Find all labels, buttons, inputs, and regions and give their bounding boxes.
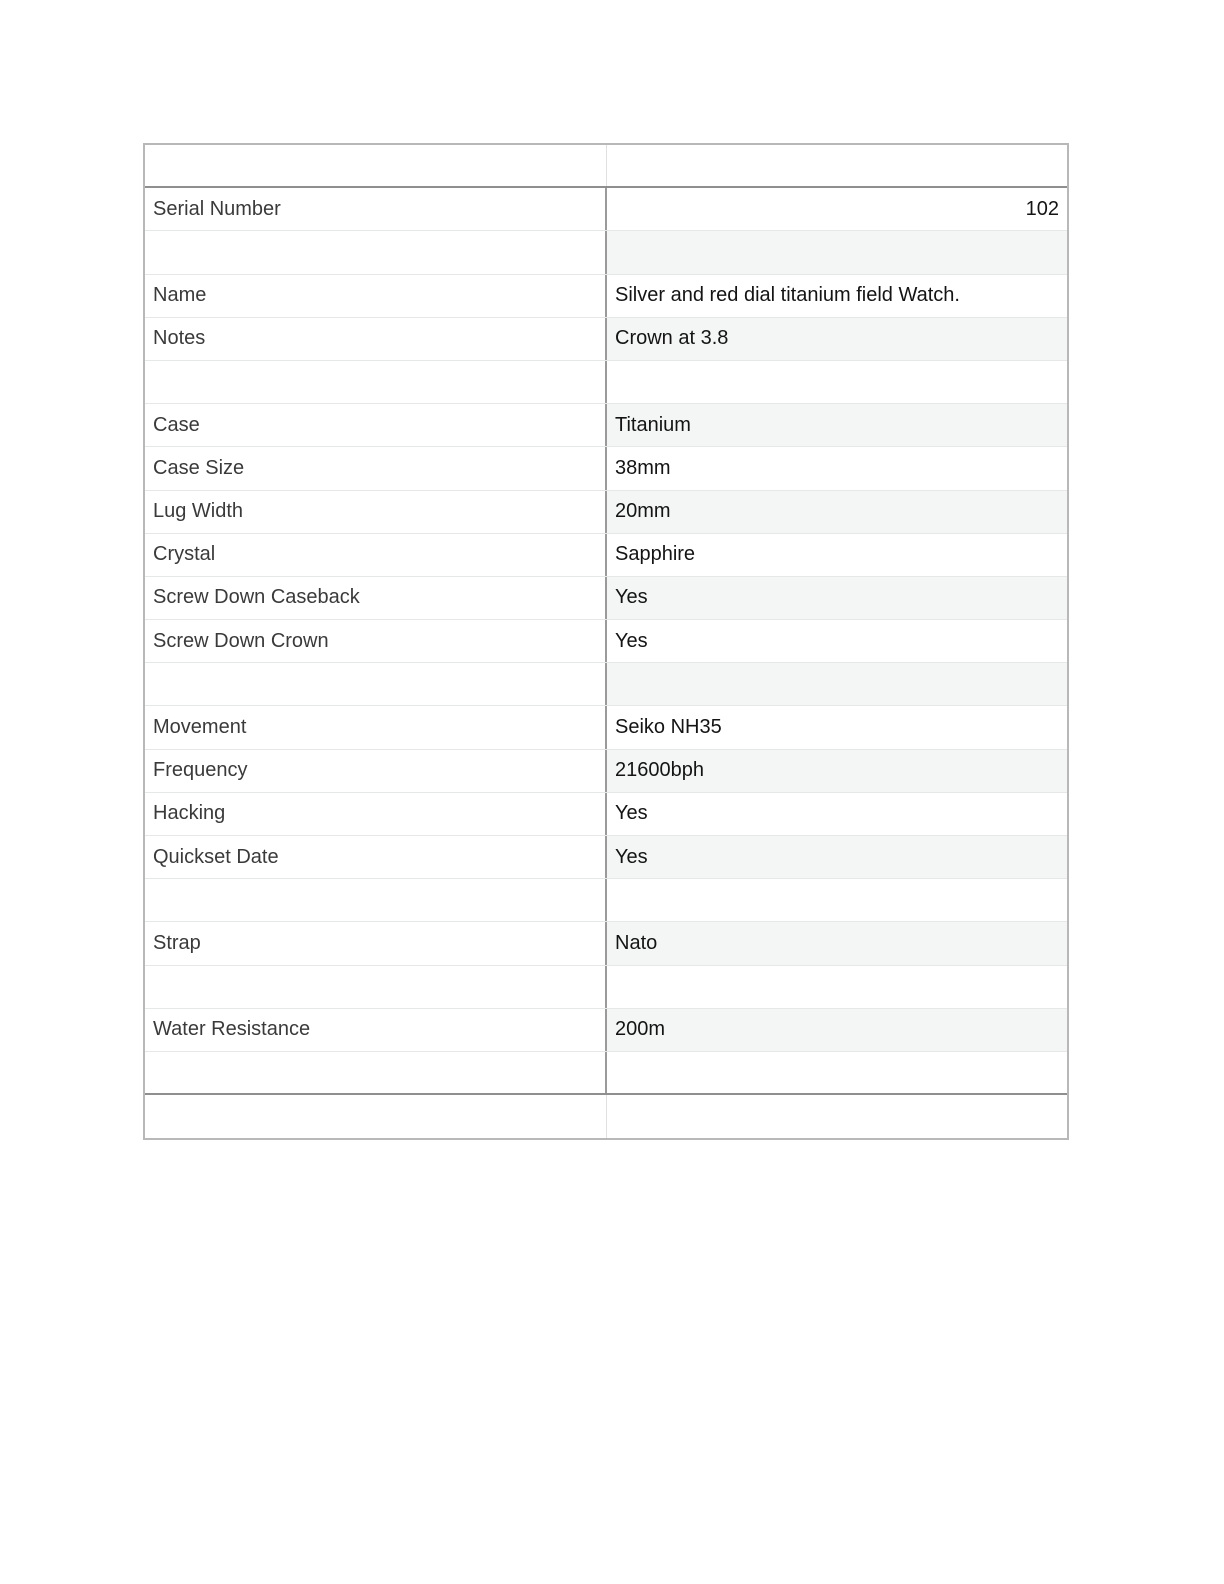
footer-row <box>145 1095 1067 1138</box>
crystal-value[interactable]: Sapphire <box>615 543 696 566</box>
name-value[interactable]: Silver and red dial titanium field Watch. <box>615 284 960 307</box>
blank-label[interactable] <box>145 879 607 921</box>
blank-value[interactable] <box>607 966 1067 1008</box>
table-row-blank <box>145 663 1067 706</box>
water-resistance-value[interactable]: 200m <box>607 1009 1067 1051</box>
strap-label[interactable]: Strap <box>145 922 607 964</box>
table-row-case <box>145 404 1067 447</box>
footer-cell-value[interactable] <box>607 1095 1067 1138</box>
table-row-water-resistance <box>145 1009 1067 1052</box>
blank-value[interactable] <box>607 1052 1067 1093</box>
table-row-name <box>145 275 1067 318</box>
table-row-hacking <box>145 793 1067 836</box>
quickset-date-value[interactable]: Yes <box>607 836 1067 878</box>
table-row-blank <box>145 231 1067 274</box>
blank-label[interactable] <box>145 663 607 705</box>
quickset-date-label[interactable]: Quickset Date <box>145 836 607 878</box>
table-row-case-size <box>145 447 1067 490</box>
table-row-lug-width <box>145 491 1067 534</box>
table-row-screw-down-caseback <box>145 577 1067 620</box>
notes-value[interactable]: Crown at 3.8 <box>607 318 1067 360</box>
blank-label[interactable] <box>145 361 607 403</box>
table-row-serial-number <box>145 188 1067 231</box>
frequency-label[interactable]: Frequency <box>145 750 607 792</box>
screw-down-crown-value[interactable]: Yes <box>615 629 648 652</box>
table-row-screw-down-crown <box>145 620 1067 663</box>
screw-down-caseback-value[interactable]: Yes <box>607 577 1067 619</box>
notes-label[interactable]: Notes <box>145 318 607 360</box>
screw-down-crown-label[interactable]: Screw Down Crown <box>145 620 607 662</box>
crystal-label[interactable]: Crystal <box>145 534 607 576</box>
strap-value[interactable]: Nato <box>607 922 1067 964</box>
blank-value[interactable] <box>607 231 1067 273</box>
table-row-movement <box>145 706 1067 749</box>
serial-number-value[interactable]: 102 <box>1025 197 1059 220</box>
header-cell-value[interactable] <box>607 145 1067 186</box>
header-cell-label[interactable] <box>145 145 607 186</box>
table-row-blank <box>145 1052 1067 1095</box>
table-row-frequency <box>145 750 1067 793</box>
case-label[interactable]: Case <box>145 404 607 446</box>
water-resistance-label[interactable]: Water Resistance <box>145 1009 607 1051</box>
table-row-strap <box>145 922 1067 965</box>
screw-down-caseback-label[interactable]: Screw Down Caseback <box>145 577 607 619</box>
name-label[interactable]: Name <box>145 275 607 317</box>
spec-table <box>143 143 1069 1140</box>
table-row-blank <box>145 966 1067 1009</box>
footer-cell-label[interactable] <box>145 1095 607 1138</box>
table-row-notes <box>145 318 1067 361</box>
case-size-label[interactable]: Case Size <box>145 447 607 489</box>
frequency-value[interactable]: 21600bph <box>607 750 1067 792</box>
movement-label[interactable]: Movement <box>145 706 607 748</box>
table-row-crystal <box>145 534 1067 577</box>
movement-value[interactable]: Seiko NH35 <box>615 716 722 739</box>
blank-label[interactable] <box>145 966 607 1008</box>
lug-width-label[interactable]: Lug Width <box>145 491 607 533</box>
serial-number-label[interactable]: Serial Number <box>145 188 607 230</box>
blank-value[interactable] <box>607 663 1067 705</box>
table-row-blank <box>145 361 1067 404</box>
blank-value[interactable] <box>607 879 1067 921</box>
table-row-blank <box>145 879 1067 922</box>
lug-width-value[interactable]: 20mm <box>607 491 1067 533</box>
case-size-value[interactable]: 38mm <box>615 456 671 479</box>
blank-value[interactable] <box>607 361 1067 403</box>
blank-label[interactable] <box>145 231 607 273</box>
hacking-value[interactable]: Yes <box>615 802 648 825</box>
blank-label[interactable] <box>145 1052 607 1093</box>
case-value[interactable]: Titanium <box>607 404 1067 446</box>
table-row-quickset-date <box>145 836 1067 879</box>
header-row <box>145 145 1067 188</box>
hacking-label[interactable]: Hacking <box>145 793 607 835</box>
